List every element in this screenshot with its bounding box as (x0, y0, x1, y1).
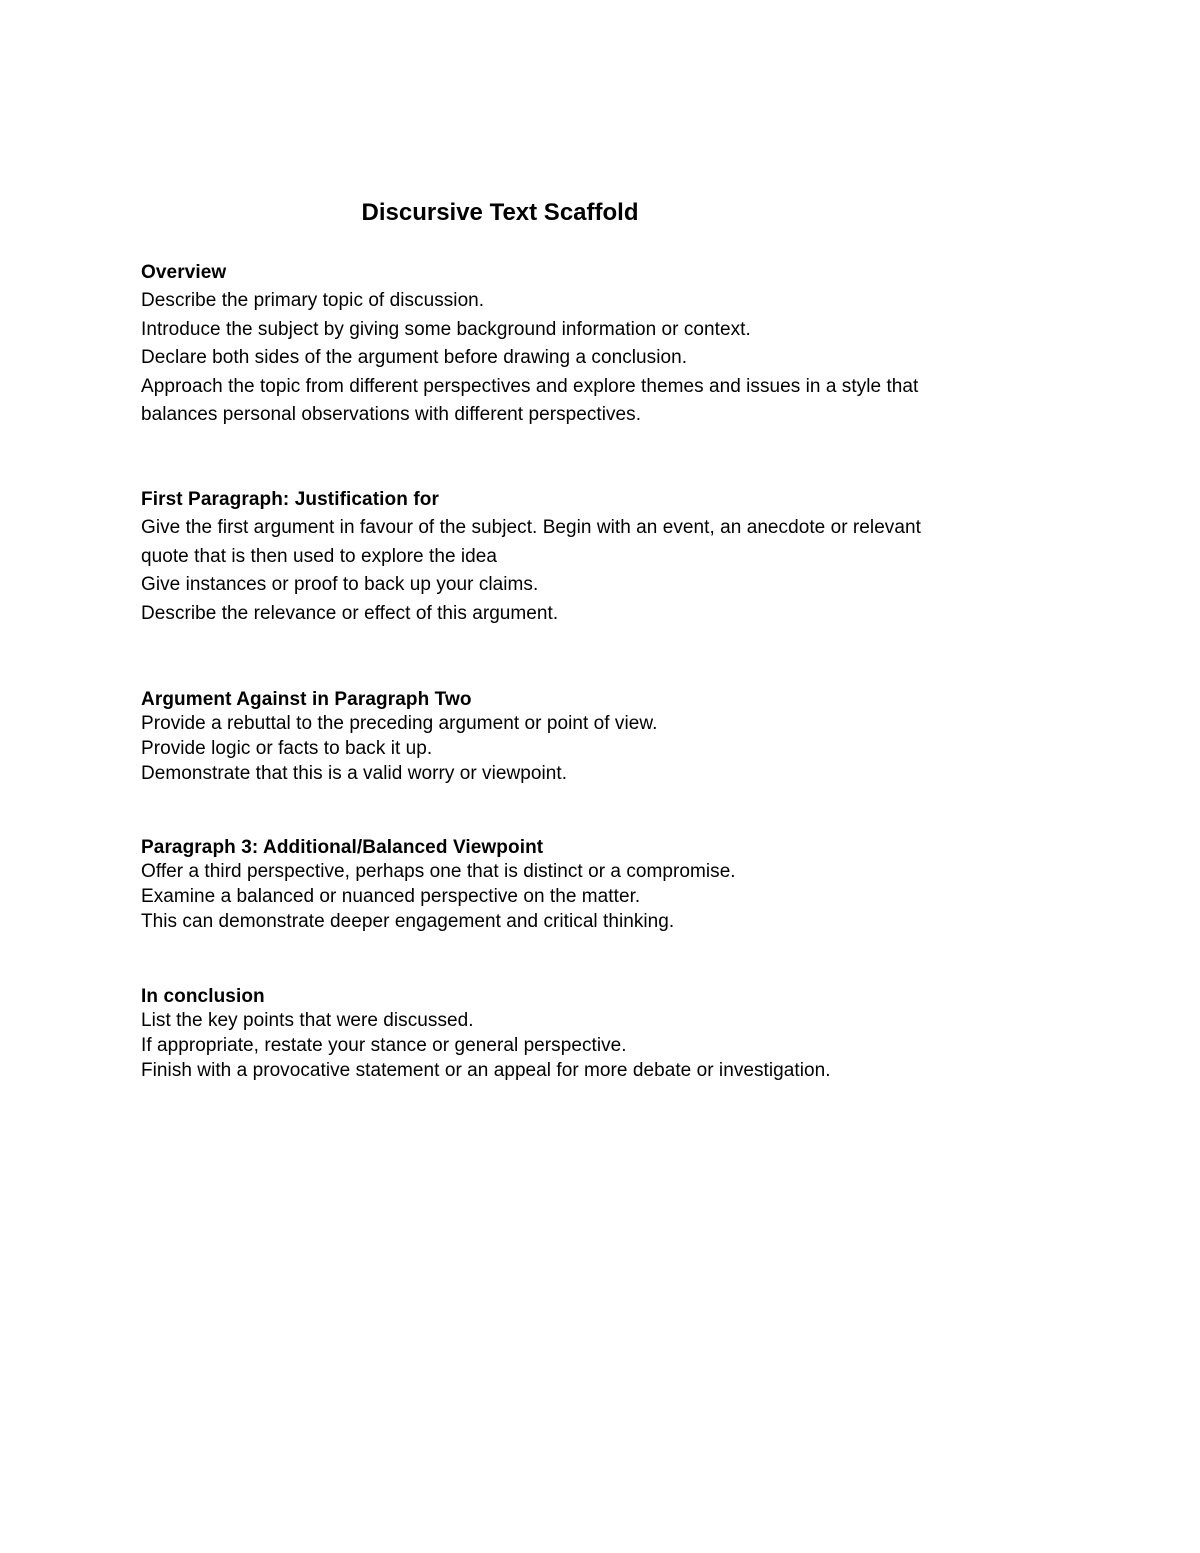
body-line: Finish with a provocative statement or an appeal for more debate or investigation. (141, 1059, 831, 1081)
body-line: Give instances or proof to back up your claims. (141, 574, 539, 595)
section-heading: Overview (141, 262, 227, 283)
section-heading: Paragraph 3: Additional/Balanced Viewpoint (141, 837, 544, 858)
section-paragraph-three (141, 836, 1041, 934)
body-line: Provide logic or facts to back it up. (141, 737, 433, 759)
body-line: This can demonstrate deeper engagement and critical thinking. (141, 910, 675, 932)
section-heading: First Paragraph: Justification for (141, 489, 439, 510)
section-argument-against (141, 688, 1041, 786)
section-first-paragraph (141, 486, 1041, 628)
body-line: Demonstrate that this is a valid worry or viewpoint. (141, 762, 568, 784)
body-line: Describe the relevance or effect of this argument. (141, 602, 559, 624)
body-line: List the key points that were discussed. (141, 1010, 474, 1031)
body-line: Introduce the subject by giving some background information or context. (141, 318, 751, 340)
body-line: Give the first argument in favour of the subject. Begin with an event, an anecdote or relevant (141, 517, 921, 538)
section-overview (141, 259, 1041, 430)
body-line: balances personal observations with different perspectives. (141, 404, 642, 425)
body-line: Approach the topic from different perspectives and explore themes and issues in a style that (141, 375, 919, 397)
section-heading: In conclusion (141, 986, 265, 1007)
body-line: Examine a balanced or nuanced perspective on the matter. (141, 885, 641, 907)
body-line: quote that is then used to explore the idea (141, 545, 498, 567)
body-line: If appropriate, restate your stance or general perspective. (141, 1034, 627, 1056)
body-line: Describe the primary topic of discussion. (141, 290, 485, 311)
body-line: Offer a third perspective, perhaps one that is distinct or a compromise. (141, 861, 736, 882)
section-conclusion (141, 985, 1041, 1083)
body-line: Declare both sides of the argument before drawing a conclusion. (141, 347, 688, 368)
section-heading: Argument Against in Paragraph Two (141, 689, 472, 710)
document-title: Discursive Text Scaffold (361, 199, 639, 226)
body-line: Provide a rebuttal to the preceding argument or point of view. (141, 713, 658, 734)
